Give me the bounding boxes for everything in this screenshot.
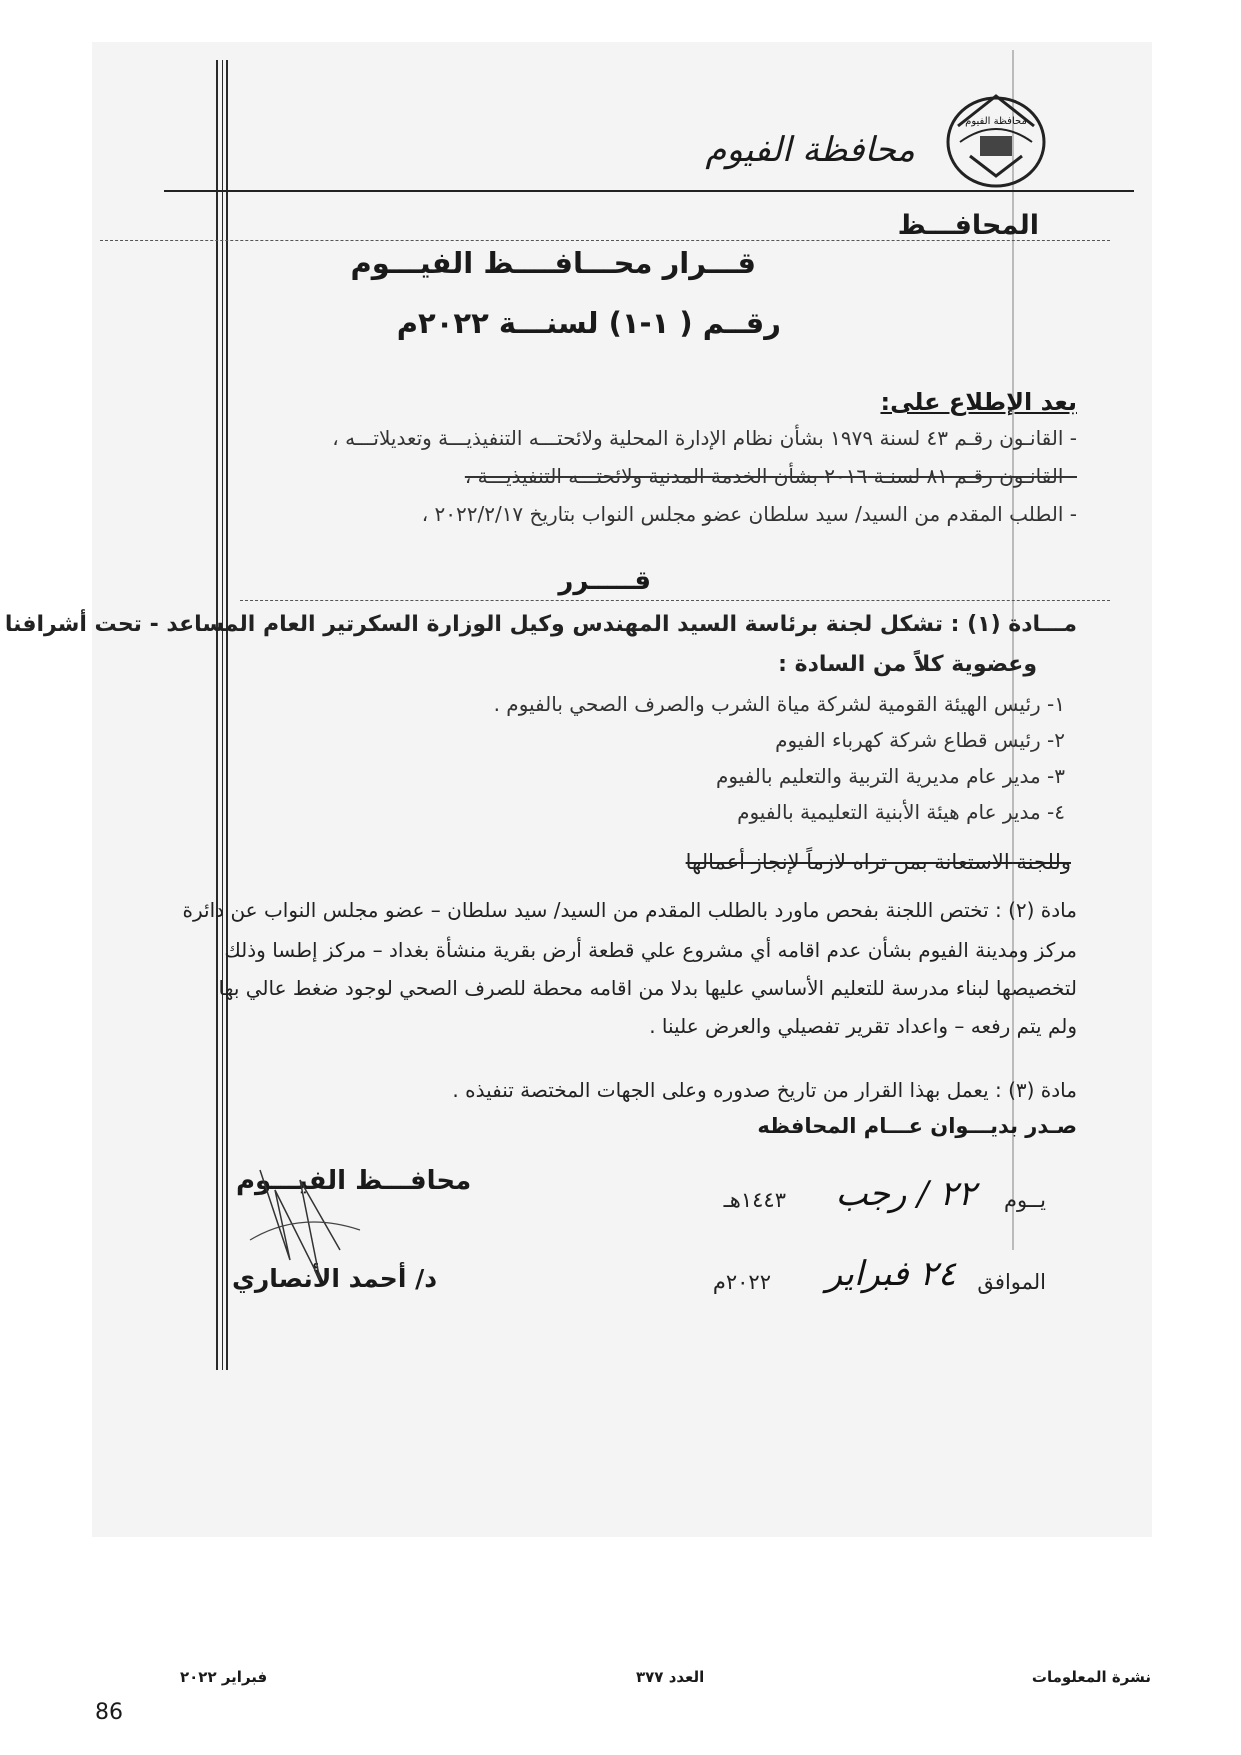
after-reviewing-heading: بعد الإطلاع على: <box>880 388 1077 416</box>
page-number: 86 <box>95 1700 123 1725</box>
committee-member: ١- رئيس الهيئة القومية لشركة مياة الشرب والصرف الصحي بالفيوم . <box>493 692 1065 716</box>
governorate-logo <box>940 86 1052 194</box>
article-2-line: ولم يتم رفعه – واعداد تقرير تفصيلي والعرض علينا . <box>649 1014 1077 1038</box>
law-item: - الطلب المقدم من السيد/ سيد سلطان عضو مجلس النواب بتاريخ ٢٠٢٢/٢/١٧ ، <box>421 502 1077 526</box>
scan-artifact-line <box>216 60 218 1370</box>
scan-dashed-line <box>240 600 1110 601</box>
issuer-title: المحافـــظ <box>897 210 1039 241</box>
handwritten-signature <box>230 1150 370 1300</box>
gregorian-handwritten: ٢٤ فبراير <box>825 1254 956 1294</box>
article-1-members-intro: وعضوية كلاً من السادة : <box>778 652 1037 677</box>
hijri-handwritten: ٢٢ / رجب <box>835 1174 976 1214</box>
decree-title: قـــرار محـــافــــظ الفيـــوم <box>350 246 756 280</box>
corresponding-label: الموافق <box>977 1270 1046 1294</box>
issued-at: صـدر بديـــوان عـــام المحافظه <box>757 1114 1077 1138</box>
assistance-line: وللجنة الاستعانة بمن تراه لازماً لإنجاز أعمالها <box>685 850 1071 874</box>
footer-issue: العدد ٣٧٧ <box>636 1668 705 1686</box>
hijri-year: ١٤٤٣هـ <box>723 1188 786 1212</box>
law-item: - القانـون رقـم ٤٣ لسنة ١٩٧٩ بشأن نظام الإدارة المحلية ولائحتـــه التنفيذيـــة وتعديلاتـــه ، <box>332 426 1077 450</box>
article-2-line: مركز ومدينة الفيوم بشأن عدم اقامه أي مشروع علي قطعة أرض بقرية منشأة بغداد – مركز إطسا وذلك <box>224 938 1077 962</box>
scan-artifact-line <box>226 60 228 1370</box>
gregorian-year: ٢٠٢٢م <box>712 1270 771 1294</box>
scan-artifact-line <box>222 60 223 1370</box>
committee-member: ٣- مدير عام مديرية التربية والتعليم بالفيوم <box>715 764 1065 788</box>
article-2-line: مادة (٢) : تختص اللجنة بفحص ماورد بالطلب المقدم من السيد/ سيد سلطان – عضو مجلس النواب عن دائرة <box>182 898 1077 922</box>
article-1: مـــادة (١) : تشكل لجنة برئاسة السيد المهندس وكيل الوزارة السكرتير العام المساعد - تحت أشرافنا <box>4 612 1077 637</box>
article-3: مادة (٣) : يعمل بهذا القرار من تاريخ صدوره وعلى الجهات المختصة تنفيذه . <box>452 1078 1077 1102</box>
decree-number: رقــم ( ١-١) لسنـــة ٢٠٢٢م <box>396 306 781 340</box>
law-item: - القانـون رقـم ٨١ لسنـة ٢٠١٦ بشأن الخدمة المدنية ولائحتـــه التنفيذيـــة ، <box>464 464 1077 488</box>
header-rule <box>164 190 1134 192</box>
footer-date: فبراير ٢٠٢٢ <box>180 1668 268 1686</box>
governorate-name: محافظة الفيوم <box>705 130 915 170</box>
signature-name: د/ أحمد الأنصاري <box>232 1264 438 1293</box>
signature-title: محافـــظ الفيـــوم <box>236 1166 472 1196</box>
committee-member: ٤- مدير عام هيئة الأبنية التعليمية بالفيوم <box>737 800 1065 824</box>
decided-heading: قـــــرر <box>558 566 651 596</box>
logo-text: محافظة الفيوم <box>965 116 1027 127</box>
article-2-line: لتخصيصها لبناء مدرسة للتعليم الأساسي عليها بدلا من اقامه محطة للصرف الصحي لوجود ضغط عالي بها <box>218 976 1077 1000</box>
committee-member: ٢- رئيس قطاع شركة كهرباء الفيوم <box>775 728 1065 752</box>
footer-publication: نشرة المعلومات <box>1031 1668 1151 1686</box>
day-label: يــوم <box>1004 1188 1046 1212</box>
